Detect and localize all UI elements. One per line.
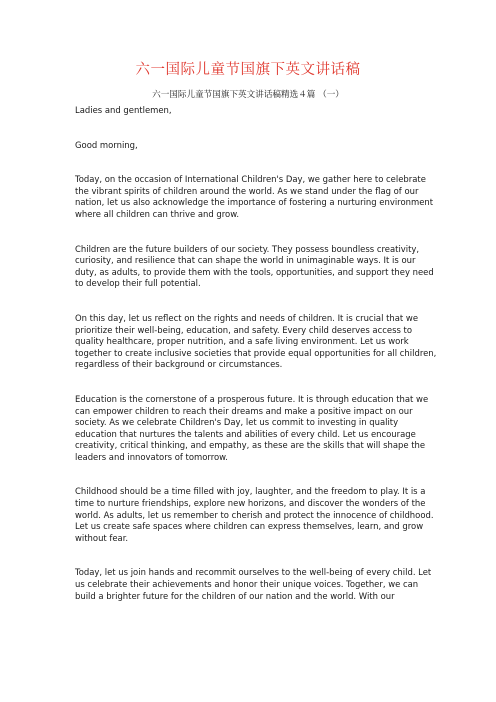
body-paragraph: Today, on the occasion of International Children's Day, we gather here to celebrate the vibrant spirits of children around the world. As we stand under the flag of our nation, let us also acknowledge the importance of fostering a nurturing environment where all children can thrive and grow. [75, 174, 434, 219]
body-paragraph: Today, let us join hands and recommit ourselves to the well-being of every child. Let us celebrate their achievements and honor their unique voices. Together, we can build a brighter future for the children of our nation and the world. With our [75, 567, 432, 601]
document-title: 六一国际儿童节国旗下英文讲话稿 [135, 62, 361, 78]
good-morning-paragraph: Good morning, [75, 139, 138, 150]
body-paragraph: Children are the future builders of our society. They possess boundless creativity, curiosity, and resilience that can shape the world in unimaginable ways. It is our duty, as adults, to provide them with the tools, opportunities, and support they need to develop their full potential. [75, 243, 434, 289]
speech-body [75, 105, 451, 602]
greeting-paragraph: Ladies and gentlemen, [75, 105, 172, 115]
document-subtitle: 六一国际儿童节国旗下英文讲话稿精选４篇 （一） [152, 90, 344, 100]
body-paragraph: Childhood should be a time filled with joy, laughter, and the freedom to play. It is a time to nurture friendships, explore new horizons, and discover the wonders of the world. As adults, let us remember to cherish and protect the innocence of childhood. Let us create safe spaces where children can express themselves, learn, and grow without fear. [75, 486, 434, 543]
body-paragraph: On this day, let us reflect on the rights and needs of children. It is crucial that we prioritize their well-being, education, and safety. Every child deserves access to quality healthcare, proper nutrition, and a safe living environment. Let us work together to create inclusive societies that provide equal opportunities for all children, regardless of their background or circumstances. [75, 312, 437, 370]
body-paragraph: Education is the cornerstone of a prosperous future. It is through education that we can empower children to reach their dreams and make a positive impact on our society. As we celebrate Children's Day, let us commit to investing in quality education that nurtures the talents and abilities of every child. Let us encourage creativity, critical thinking, and empathy, as these are the skills that will shape the leaders and innovators of tomorrow. [75, 393, 429, 462]
